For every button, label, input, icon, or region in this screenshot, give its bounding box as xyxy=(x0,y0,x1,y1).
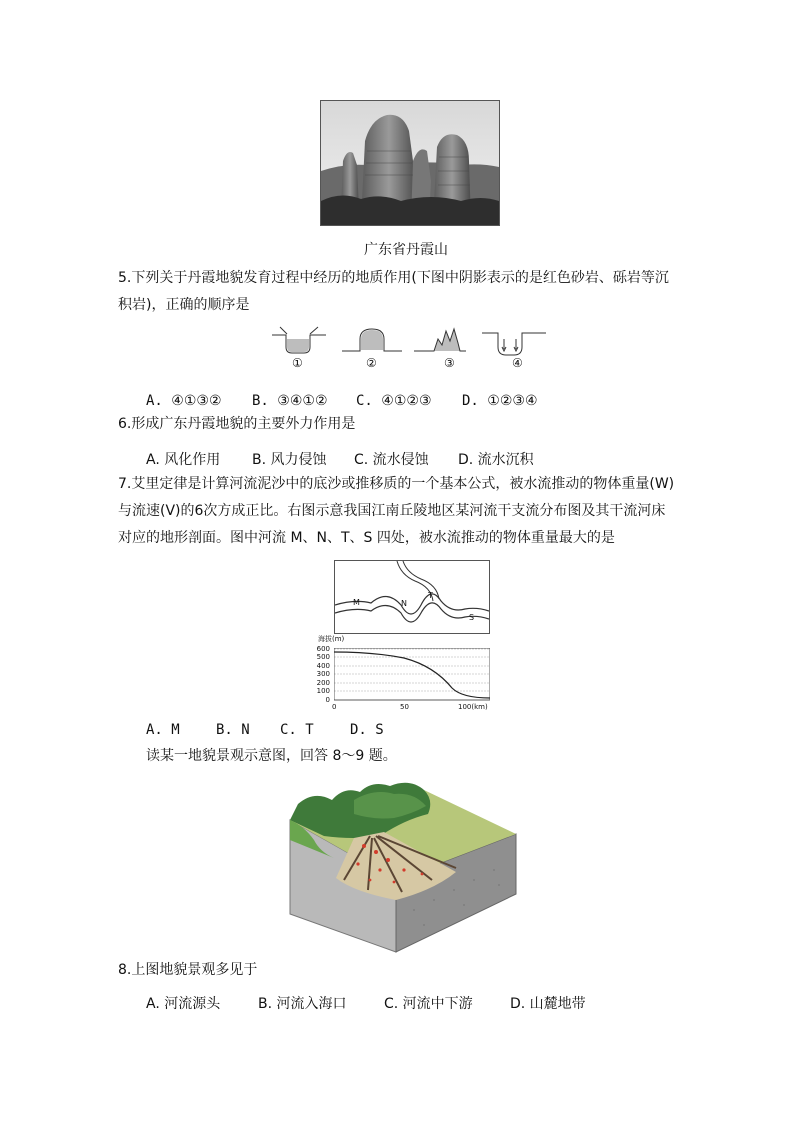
q7-option-a[interactable]: A. M xyxy=(146,722,180,738)
q5-option-b[interactable]: B. ③④①② xyxy=(252,393,328,409)
danxia-photo xyxy=(320,100,500,226)
q5-stem-line1: 5.下列关于丹霞地貌发育过程中经历的地质作用(下图中阴影表示的是红色砂岩、砾岩等沉 xyxy=(118,270,669,286)
xtick-50: 50 xyxy=(400,703,409,711)
river-map xyxy=(334,560,490,634)
q5-options xyxy=(146,391,586,411)
map-label-m: M xyxy=(353,598,360,607)
q8-option-b[interactable]: B. 河流入海口 xyxy=(258,996,347,1012)
q7-option-c[interactable]: C. T xyxy=(280,722,314,738)
profile-ylabel: 海拔(m) xyxy=(318,635,345,643)
q8-stem: 8.上图地貌景观多见于 xyxy=(118,962,258,978)
river-profile xyxy=(316,634,492,712)
stage-1-label: ① xyxy=(292,356,303,370)
q5-stem-line2: 积岩)，正确的顺序是 xyxy=(118,297,250,313)
q5-process-diagrams xyxy=(270,325,550,373)
stage-3-diagram xyxy=(414,329,466,351)
xtick-0: 0 xyxy=(332,703,337,711)
q7-option-d[interactable]: D. S xyxy=(350,722,384,738)
q8-option-c[interactable]: C. 河流中下游 xyxy=(384,996,473,1012)
q8-option-d[interactable]: D. 山麓地带 xyxy=(510,996,586,1012)
q8-option-a[interactable]: A. 河流源头 xyxy=(146,996,221,1012)
q6-option-c[interactable]: C. 流水侵蚀 xyxy=(354,452,429,468)
danxia-photo-drawing xyxy=(321,101,499,225)
q6-options xyxy=(146,450,586,470)
ytick-100: 100 xyxy=(316,687,330,695)
stage-4-label: ④ xyxy=(512,356,523,370)
stage-4-diagram xyxy=(482,333,546,355)
ytick-500: 500 xyxy=(316,653,330,661)
photo-caption: 广东省丹霞山 xyxy=(364,242,448,258)
q6-option-d[interactable]: D. 流水沉积 xyxy=(458,452,534,468)
map-label-n: N xyxy=(401,599,407,608)
ytick-400: 400 xyxy=(316,662,330,670)
ytick-600: 600 xyxy=(316,645,330,653)
stage-3-label: ③ xyxy=(444,356,455,370)
map-label-s: S xyxy=(469,613,475,622)
map-label-t: T xyxy=(428,591,433,600)
ytick-200: 200 xyxy=(316,679,330,687)
ytick-0: 0 xyxy=(325,696,330,704)
stage-2-diagram xyxy=(342,329,402,351)
q6-stem: 6.形成广东丹霞地貌的主要外力作用是 xyxy=(118,416,356,432)
stage-2-label: ② xyxy=(366,356,377,370)
q7-stem-line2: 与流速(V)的6次方成正比。右图示意我国江南丘陵地区某河流干支流分布图及其干流河床 xyxy=(118,503,666,519)
alluvial-fan-diagram xyxy=(284,780,520,956)
q7-stem-line3: 对应的地形剖面。图中河流 M、N、T、S 四处，被水流推动的物体重量最大的是 xyxy=(118,530,615,546)
q6-option-b[interactable]: B. 风力侵蚀 xyxy=(252,452,327,468)
q5-option-a[interactable]: A. ④①③② xyxy=(146,393,222,409)
ytick-300: 300 xyxy=(316,670,330,678)
intro-8-9: 读某一地貌景观示意图，回答 8～9 题。 xyxy=(146,748,397,764)
stage-1-diagram xyxy=(272,327,326,353)
q6-option-a[interactable]: A. 风化作用 xyxy=(146,452,221,468)
q5-option-c[interactable]: C. ④①②③ xyxy=(356,393,432,409)
xtick-100: 100(km) xyxy=(458,703,488,711)
q8-options xyxy=(146,994,606,1014)
q7-options xyxy=(146,720,446,740)
q7-stem-line1: 7.艾里定律是计算河流泥沙中的底沙或推移质的一个基本公式，被水流推动的物体重量(W) xyxy=(118,476,675,492)
q5-option-d[interactable]: D. ①②③④ xyxy=(462,393,538,409)
q7-option-b[interactable]: B. N xyxy=(216,722,250,738)
